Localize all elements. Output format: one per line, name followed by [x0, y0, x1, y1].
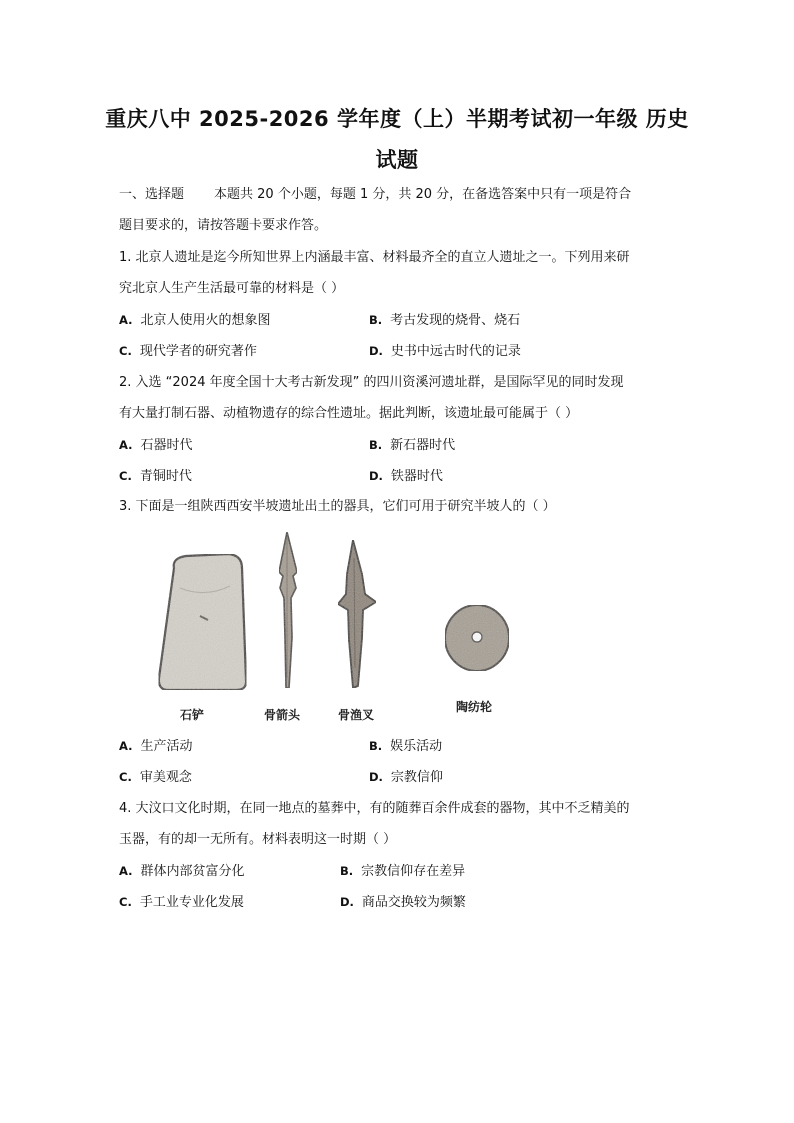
caption-spindle-whorl: 陶纺轮: [456, 700, 493, 714]
question-3-stem: 3. 下面是一组陕西西安半坡遗址出土的器具，它们可用于研究半坡人的（ ）: [119, 499, 556, 514]
question-1-option-b[interactable]: B. 考古发现的烧骨、烧石: [369, 313, 521, 328]
question-4-stem-line2: 玉器，有的却一无所有。材料表明这一时期（ ）: [119, 832, 397, 847]
caption-bone-harpoon: 骨渔叉: [338, 708, 375, 722]
question-2-stem-line2: 有大量打制石器、动植物遗存的综合性遗址。据此判断，该遗址最可能属于（ ）: [119, 406, 579, 421]
question-3-option-b[interactable]: B. 娱乐活动: [369, 739, 443, 754]
question-1-option-c[interactable]: C. 现代学者的研究著作: [119, 344, 257, 359]
question-4-stem: 4. 大汶口文化时期，在同一地点的墓葬中，有的随葬百余件成套的器物，其中不乏精美的: [119, 801, 630, 816]
question-2-option-c[interactable]: C. 青铜时代: [119, 469, 192, 484]
question-4-option-c[interactable]: C. 手工业专业化发展: [119, 895, 244, 910]
section-intro-line2: 题目要求的，请按答题卡要求作答。: [119, 218, 328, 233]
question-2-option-a[interactable]: A. 石器时代: [119, 438, 193, 453]
question-2-option-d[interactable]: D. 铁器时代: [369, 469, 443, 484]
question-4-option-b[interactable]: B. 宗教信仰存在差异: [340, 864, 466, 879]
question-4-option-a[interactable]: A. 群体内部贫富分化: [119, 864, 245, 879]
caption-stone-spade: 石铲: [180, 708, 205, 722]
question-4-option-d[interactable]: D. 商品交换较为频繁: [340, 895, 466, 910]
artifact-figure: [150, 528, 520, 728]
section-intro-text: 本题共 20 个小题，每题 1 分，共 20 分，在备选答案中只有一项是符合: [214, 187, 632, 202]
question-3-option-c[interactable]: C. 审美观念: [119, 770, 192, 785]
bone-harpoon-image: [338, 540, 376, 688]
question-1-stem-line2: 究北京人生产生活最可靠的材料是（ ）: [119, 281, 345, 296]
question-1-stem: 1. 北京人遗址是迄今所知世界上内涵最丰富、材料最齐全的直立人遗址之一。下列用来研: [119, 250, 630, 265]
caption-bone-arrowhead: 骨箭头: [264, 708, 301, 722]
question-1-option-a[interactable]: A. 北京人使用火的想象图: [119, 313, 271, 328]
question-3-option-d[interactable]: D. 宗教信仰: [369, 770, 443, 785]
section-heading: 一、选择题: [119, 187, 185, 202]
stone-spade-image: [159, 554, 246, 690]
bone-arrowhead-image: [279, 532, 297, 688]
spindle-whorl-image: [445, 605, 509, 671]
exam-title-continued: 试题: [375, 148, 419, 172]
exam-title: 重庆八中 2025-2026 学年度（上）半期考试初一年级 历史: [105, 107, 689, 131]
question-3-option-a[interactable]: A. 生产活动: [119, 739, 193, 754]
section-intro: [119, 186, 631, 204]
question-2-stem: 2. 入选 “2024 年度全国十大考古新发现” 的四川资溪河遗址群，是国际罕见的同时发现: [119, 375, 624, 390]
question-1-option-d[interactable]: D. 史书中远古时代的记录: [369, 344, 521, 359]
question-2-option-b[interactable]: B. 新石器时代: [369, 438, 456, 453]
